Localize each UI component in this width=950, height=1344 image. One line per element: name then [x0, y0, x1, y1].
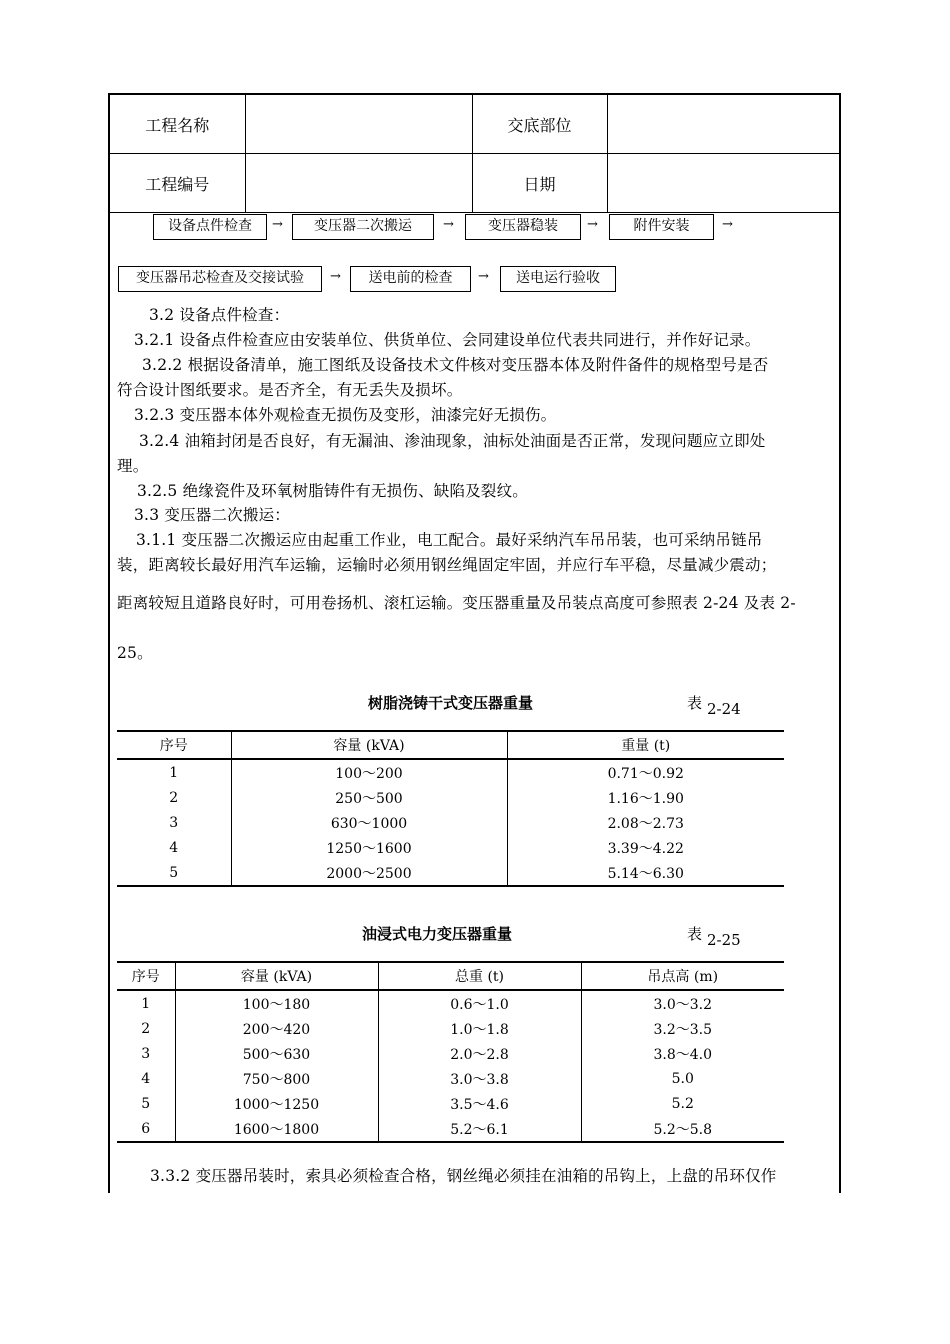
table-row [117, 1116, 784, 1142]
cell: 3.5～4.6 [378, 1091, 581, 1116]
cell: 3 [141, 1045, 151, 1062]
table-label: 表 [687, 925, 703, 943]
paragraph: 3.2.1 设备点件检查应由安装单位、供货单位、会同建设单位代表共同进行，并作好记录。 [134, 331, 761, 349]
cell: 1.0～1.8 [378, 1016, 581, 1041]
cell: 1600～1800 [175, 1116, 378, 1142]
paragraph: 3.2.4 油箱封闭是否良好，有无漏油、渗油现象，油标处油面是否正常，发现问题应立即处 [139, 432, 766, 450]
table-row [117, 860, 784, 886]
cell: 3.2～3.5 [581, 1016, 784, 1041]
flow-arrow-icon: → [722, 217, 733, 232]
cell: 2.08～2.73 [507, 810, 784, 835]
table-row [117, 1091, 784, 1116]
table-row [117, 759, 784, 785]
column-header: 容量 (kVA) [175, 962, 378, 990]
transformer-weight-table-oil [117, 961, 784, 1143]
paragraph: 3.3 变压器二次搬运： [134, 506, 290, 524]
flow-step: 变压器二次搬运 [292, 214, 434, 240]
project-no-value[interactable] [245, 154, 472, 213]
cell: 4 [141, 1070, 151, 1087]
cell: 3.0～3.8 [378, 1066, 581, 1091]
cell: 3.39～4.22 [507, 835, 784, 860]
flow-step: 变压器稳装 [465, 214, 581, 240]
project-name-label: 工程名称 [110, 95, 245, 154]
cell: 3 [169, 814, 179, 831]
paragraph: 3.2.5 绝缘瓷件及环氧树脂铸件有无损伤、缺陷及裂纹。 [137, 482, 528, 500]
cell: 750～800 [175, 1066, 378, 1091]
paragraph: 装，距离较长最好用汽车运输，运输时必须用钢丝绳固定牢固，并应行车平稳，尽量减少震动； [117, 556, 777, 574]
column-header: 容量 (kVA) [231, 731, 507, 759]
cell: 5 [169, 864, 179, 881]
cell: 6 [141, 1120, 151, 1137]
column-header: 序号 [117, 731, 231, 759]
paragraph: 3.2.3 变压器本体外观检查无损伤及变形，油漆完好无损伤。 [134, 406, 557, 424]
cell: 3.0～3.2 [581, 990, 784, 1016]
header-table [110, 95, 839, 213]
flow-arrow-icon: → [478, 269, 489, 284]
cell: 100～180 [175, 990, 378, 1016]
flow-step: 送电前的检查 [350, 266, 471, 292]
table-row [117, 1041, 784, 1066]
paragraph: 距离较短且道路良好时，可用卷扬机、滚杠运输。变压器重量及吊装点高度可参照表 2-24 及表 2- [117, 594, 796, 612]
cell: 1 [141, 995, 151, 1012]
project-name-value[interactable] [245, 95, 472, 154]
paragraph: 理。 [117, 457, 149, 475]
paragraph: 3.2.2 根据设备清单，施工图纸及设备技术文件核对变压器本体及附件备件的规格型号是否 [142, 356, 769, 374]
column-header: 总重 (t) [378, 962, 581, 990]
cell: 2 [169, 789, 179, 806]
cell: 630～1000 [231, 810, 507, 835]
flow-arrow-icon: → [272, 217, 283, 232]
column-header: 序号 [117, 962, 175, 990]
cell: 250～500 [231, 785, 507, 810]
cell: 2 [141, 1020, 151, 1037]
paragraph: 符合设计图纸要求。是否齐全，有无丢失及损坏。 [117, 381, 463, 399]
table-row [117, 1066, 784, 1091]
table-title: 油浸式电力变压器重量 [362, 925, 513, 943]
cell: 5.2～5.8 [581, 1116, 784, 1142]
flow-arrow-icon: → [330, 269, 341, 284]
flow-arrow-icon: → [443, 217, 454, 232]
cell: 1250～1600 [231, 835, 507, 860]
cell: 1000～1250 [175, 1091, 378, 1116]
part-label: 交底部位 [472, 95, 607, 154]
column-header: 吊点高 (m) [581, 962, 784, 990]
date-value[interactable] [607, 154, 839, 213]
table-row [117, 1016, 784, 1041]
table-title: 树脂浇铸干式变压器重量 [368, 694, 534, 712]
cell: 5 [141, 1095, 151, 1112]
cell: 0.6～1.0 [378, 990, 581, 1016]
flow-step: 设备点件检查 [153, 214, 267, 240]
flow-step: 附件安装 [609, 214, 714, 240]
table-label: 表 [687, 694, 703, 712]
column-header: 重量 (t) [507, 731, 784, 759]
cell: 1.16～1.90 [507, 785, 784, 810]
cell: 5.2 [581, 1091, 784, 1116]
transformer-weight-table-dry [117, 730, 784, 887]
table-number: 2-24 [707, 700, 741, 718]
paragraph: 3.3.2 变压器吊装时，索具必须检查合格，钢丝绳必须挂在油箱的吊钩上，上盘的吊环仅作 [150, 1167, 777, 1185]
cell: 4 [169, 839, 179, 856]
paragraph: 3.2 设备点件检查： [149, 306, 290, 324]
table-row [117, 835, 784, 860]
paragraph: 25。 [117, 644, 153, 662]
table-row [117, 810, 784, 835]
cell: 3.8～4.0 [581, 1041, 784, 1066]
cell: 200～420 [175, 1016, 378, 1041]
cell: 0.71～0.92 [507, 759, 784, 785]
table-row [117, 990, 784, 1016]
flow-arrow-icon: → [587, 217, 598, 232]
cell: 1 [169, 764, 179, 781]
part-value[interactable] [607, 95, 839, 154]
date-label: 日期 [472, 154, 607, 213]
cell: 2.0～2.8 [378, 1041, 581, 1066]
cell: 100～200 [231, 759, 507, 785]
cell: 5.14～6.30 [507, 860, 784, 886]
table-number: 2-25 [707, 931, 741, 949]
paragraph: 3.1.1 变压器二次搬运应由起重工作业，电工配合。最好采纳汽车吊吊装，也可采纳吊链吊 [136, 531, 763, 549]
cell: 5.2～6.1 [378, 1116, 581, 1142]
flow-step: 变压器吊芯检查及交接试验 [118, 266, 322, 292]
table-row [117, 785, 784, 810]
flow-step: 送电运行验收 [500, 266, 616, 292]
cell: 2000～2500 [231, 860, 507, 886]
project-no-label: 工程编号 [110, 154, 245, 213]
cell: 5.0 [581, 1066, 784, 1091]
cell: 500～630 [175, 1041, 378, 1066]
